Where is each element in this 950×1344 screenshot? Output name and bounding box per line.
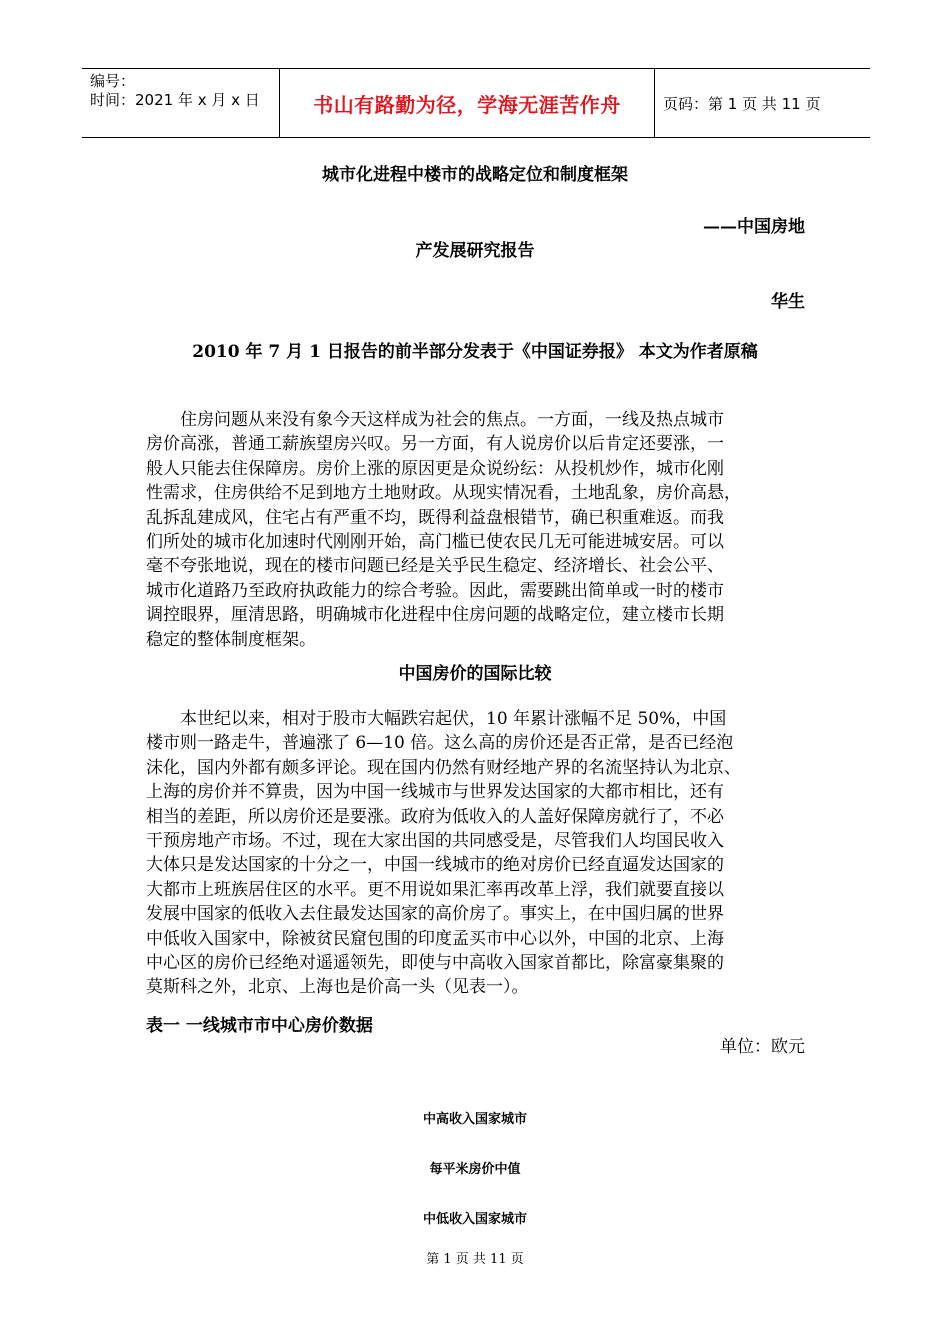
paragraph-line: 住房问题从来没有象今天这样成为社会的焦点。一方面，一线及热点城市 [146,410,724,430]
paragraph-line: 乱拆乱建成风，住宅占有严重不均，既得利益盘根错节，确已积重难返。而我 [146,507,724,528]
paragraph-line: 房价高涨，普通工薪族望房兴叹。另一方面，有人说房价以后肯定还要涨，一 [146,434,724,455]
table-row-label: 中高收入国家城市 [422,1112,527,1127]
paragraph-line: 中低收入国家中，除被贫民窟包围的印度孟买市中心以外，中国的北京、上海 [146,928,724,949]
header-table [82,68,870,138]
document-date-label: 时间：2021 年 x 月 x 日 [90,91,260,109]
paragraph-line: 调控眼界，厘清思路，明确城市化进程中住房问题的战略定位，建立楼市长期 [146,605,724,626]
paragraph-line: 楼市则一路走牛，普遍涨了 6—10 倍。这么高的房价还是否正常，是否已经泡 [146,733,734,754]
paragraph-housing-problem [146,408,806,652]
publication-note: 2010 年 7 月 1 日报告的前半部分发表于《中国证券报》 本文为作者原稿 [192,342,758,362]
paragraph-line: 城市化道路乃至政府执政能力的综合考验。因此，需要跳出简单或一时的楼市 [146,580,724,601]
paragraph-line: 本世纪以来，相对于股市大幅跌宕起伏，10 年累计涨幅不足 50%，中国 [146,709,727,729]
paragraph-line: 大都市上班族居住区的水平。更不用说如果汇率再改革上浮，我们就要直接以 [146,879,724,900]
document-subtitle-part2: 产发展研究报告 [415,241,535,261]
paragraph-line: 干预房地产市场。不过，现在大家出国的共同感受是，尽管我们人均国民收入 [146,831,724,852]
paragraph-line: 沫化，国内外都有颇多评论。现在国内仍然有财经地产界的名流坚持认为北京、 [146,757,741,778]
document-subtitle-part1: ——中国房地 [703,217,805,237]
paragraph-line: 大体只是发达国家的十分之一，中国一线城市的绝对房价已经直逼发达国家的 [146,855,724,876]
paragraph-line: 上海的房价并不算贵，因为中国一线城市与世界发达国家的大都市相比，还有 [146,782,724,803]
paragraph-line: 稳定的整体制度框架。 [146,629,316,650]
paragraph-line: 发展中国家的低收入去住最发达国家的高价房了。事实上，在中国归属的世界 [146,904,724,925]
paragraph-line: 莫斯科之外，北京、上海也是价高一头（见表一）。 [146,977,529,998]
header-meta-cell [82,69,280,137]
paragraph-line: 般人只能去住保障房。房价上涨的原因更是众说纷纭：从投机炒作，城市化刚 [146,458,724,479]
paragraph-line: 相当的差距，所以房价还是要涨。政府为低收入的人盖好保障房就行了，不必 [146,806,724,827]
header-page-info: 页码：第 1 页 共 11 页 [663,94,821,113]
table-row-label: 中低收入国家城市 [422,1212,527,1227]
header-motto: 书山有路勤为径，学海无涯苦作舟 [280,69,655,137]
paragraph-line: 们所处的城市化加速时代刚刚开始，高门槛已使农民几无可能进城安居。可以 [146,532,724,553]
paragraph-line: 中心区的房价已经绝对遥遥领先，即使与中高收入国家首都比，除富豪集聚的 [146,953,724,974]
paragraph-price-comparison [146,707,806,1000]
paragraph-line: 性需求，住房供给不足到地方土地财政。从现实情况看，土地乱象，房价高悬， [146,483,741,504]
paragraph-line: 毫不夸张地说，现在的楼市问题已经是关乎民生稳定、经济增长、社会公平、 [146,556,724,577]
document-number-label: 编号： [90,72,136,90]
document-author: 华生 [771,292,805,312]
table-row-label: 每平米房价中值 [429,1162,521,1177]
table-caption: 表一 一线城市市中心房价数据 [146,1016,373,1036]
document-title: 城市化进程中楼市的战略定位和制度框架 [322,165,628,185]
table-unit: 单位：欧元 [720,1037,805,1057]
page-footer: 第 1 页 共 11 页 [426,1252,524,1267]
section-heading: 中国房价的国际比较 [398,664,552,684]
